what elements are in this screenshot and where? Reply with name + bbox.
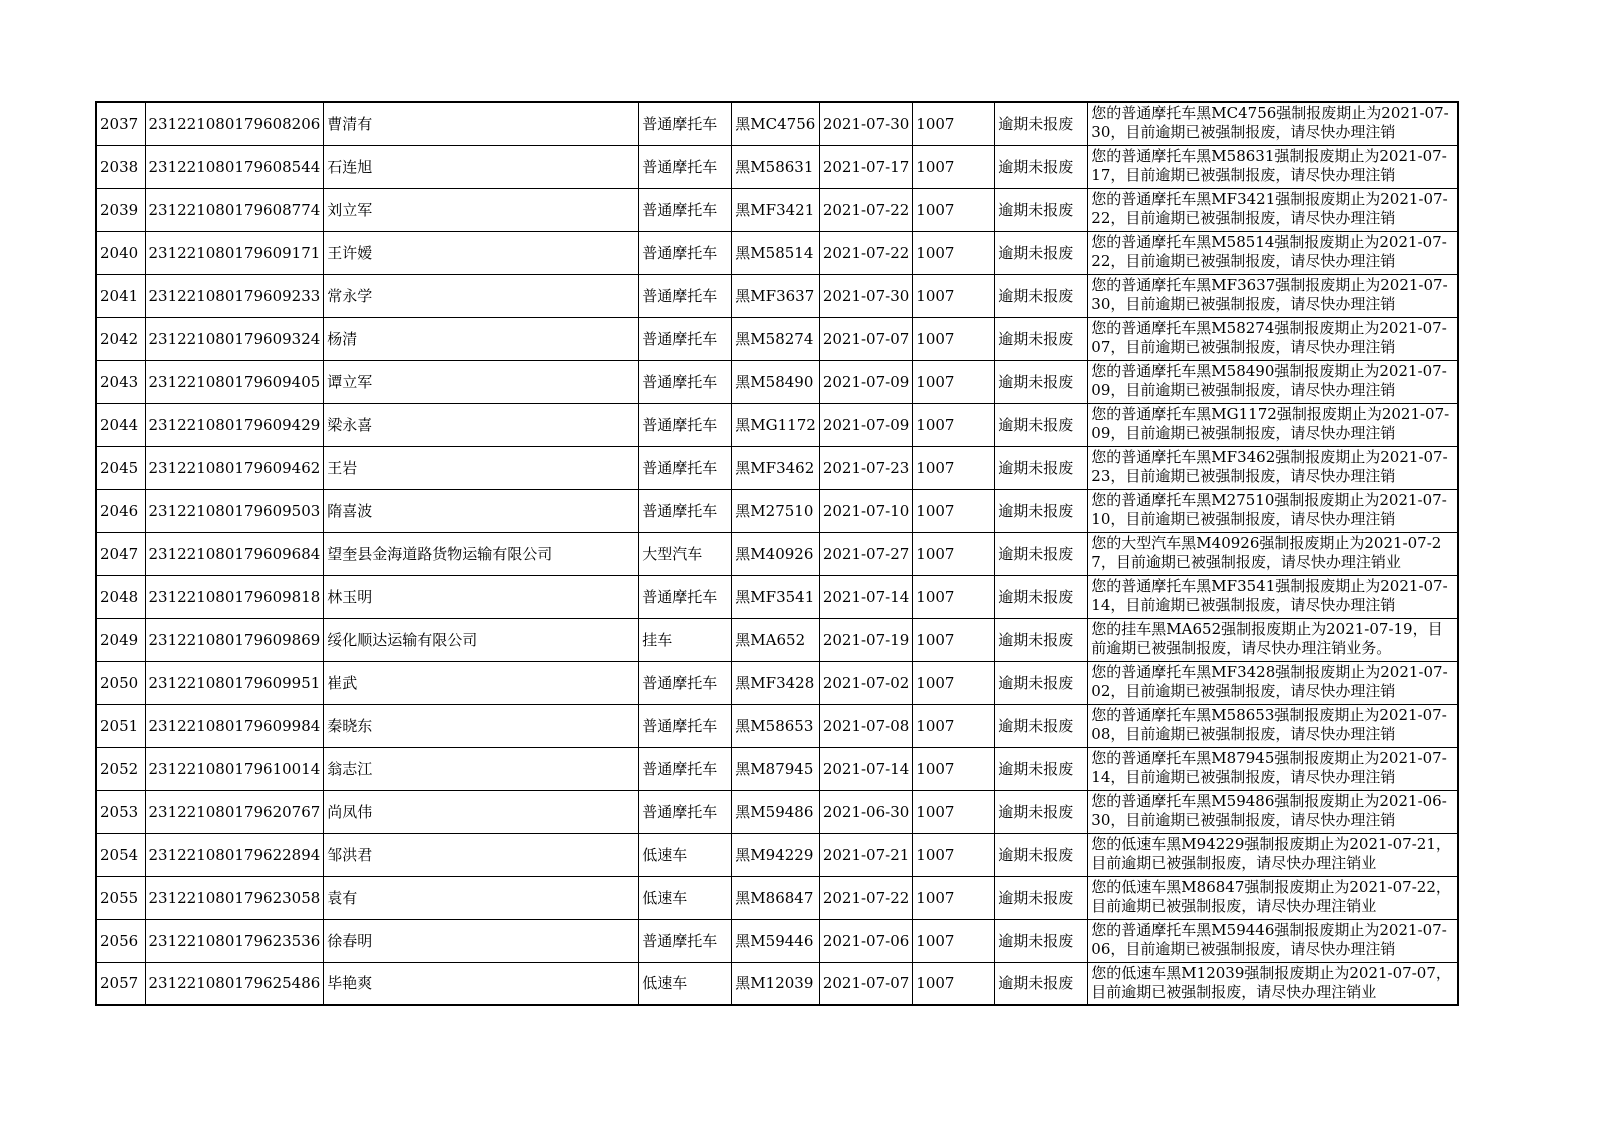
code-cell: 1007 xyxy=(913,317,995,360)
vehicle-type-cell: 普通摩托车 xyxy=(639,747,732,790)
owner-cell: 翁志江 xyxy=(324,747,639,790)
notice-message-cell: 您的普通摩托车黑MC4756强制报废期止为2021-07-30，目前逾期已被强制报废，请尽快办理注销 xyxy=(1088,102,1458,145)
notice-message-cell: 您的低速车黑M94229强制报废期止为2021-07-21，目前逾期已被强制报废，请尽快办理注销业 xyxy=(1088,833,1458,876)
scrap-date-cell: 2021-07-08 xyxy=(819,704,912,747)
status-cell: 逾期未报废 xyxy=(995,145,1088,188)
vehicle-type-cell: 普通摩托车 xyxy=(639,790,732,833)
owner-cell: 绥化顺达运输有限公司 xyxy=(324,618,639,661)
plate-number-cell: 黑M58274 xyxy=(732,317,820,360)
code-cell: 1007 xyxy=(913,919,995,962)
owner-cell: 徐春明 xyxy=(324,919,639,962)
status-cell: 逾期未报废 xyxy=(995,188,1088,231)
plate-number-cell: 黑M58631 xyxy=(732,145,820,188)
owner-cell: 刘立军 xyxy=(324,188,639,231)
record-id-cell: 231221080179609869 xyxy=(145,618,324,661)
table-row xyxy=(96,188,1458,231)
notice-message-cell: 您的普通摩托车黑M87945强制报废期止为2021-07-14，目前逾期已被强制报废，请尽快办理注销 xyxy=(1088,747,1458,790)
vehicle-type-cell: 普通摩托车 xyxy=(639,145,732,188)
plate-number-cell: 黑M58653 xyxy=(732,704,820,747)
seq-cell: 2037 xyxy=(96,102,145,145)
plate-number-cell: 黑M94229 xyxy=(732,833,820,876)
scrap-date-cell: 2021-07-14 xyxy=(819,575,912,618)
status-cell: 逾期未报废 xyxy=(995,876,1088,919)
record-id-cell: 231221080179609429 xyxy=(145,403,324,446)
plate-number-cell: 黑M58514 xyxy=(732,231,820,274)
seq-cell: 2047 xyxy=(96,532,145,575)
scrap-date-cell: 2021-07-19 xyxy=(819,618,912,661)
plate-number-cell: 黑MF3637 xyxy=(732,274,820,317)
vehicle-type-cell: 大型汽车 xyxy=(639,532,732,575)
status-cell: 逾期未报废 xyxy=(995,575,1088,618)
table-row xyxy=(96,360,1458,403)
plate-number-cell: 黑M12039 xyxy=(732,962,820,1005)
seq-cell: 2039 xyxy=(96,188,145,231)
owner-cell: 袁有 xyxy=(324,876,639,919)
vehicle-type-cell: 普通摩托车 xyxy=(639,231,732,274)
owner-cell: 石连旭 xyxy=(324,145,639,188)
scrap-date-cell: 2021-07-09 xyxy=(819,403,912,446)
code-cell: 1007 xyxy=(913,532,995,575)
status-cell: 逾期未报废 xyxy=(995,360,1088,403)
plate-number-cell: 黑MC4756 xyxy=(732,102,820,145)
owner-cell: 毕艳爽 xyxy=(324,962,639,1005)
code-cell: 1007 xyxy=(913,360,995,403)
notice-message-cell: 您的普通摩托车黑MF3541强制报废期止为2021-07-14，目前逾期已被强制报废，请尽快办理注销 xyxy=(1088,575,1458,618)
plate-number-cell: 黑MF3462 xyxy=(732,446,820,489)
code-cell: 1007 xyxy=(913,747,995,790)
code-cell: 1007 xyxy=(913,833,995,876)
notice-message-cell: 您的低速车黑M12039强制报废期止为2021-07-07，目前逾期已被强制报废，请尽快办理注销业 xyxy=(1088,962,1458,1005)
table-row xyxy=(96,833,1458,876)
record-id-cell: 231221080179625486 xyxy=(145,962,324,1005)
vehicle-scrap-table xyxy=(95,101,1459,1006)
vehicle-type-cell: 普通摩托车 xyxy=(639,489,732,532)
notice-message-cell: 您的低速车黑M86847强制报废期止为2021-07-22，目前逾期已被强制报废，请尽快办理注销业 xyxy=(1088,876,1458,919)
code-cell: 1007 xyxy=(913,102,995,145)
table-row xyxy=(96,704,1458,747)
vehicle-type-cell: 普通摩托车 xyxy=(639,102,732,145)
plate-number-cell: 黑MG1172 xyxy=(732,403,820,446)
vehicle-type-cell: 低速车 xyxy=(639,876,732,919)
seq-cell: 2057 xyxy=(96,962,145,1005)
scrap-date-cell: 2021-07-02 xyxy=(819,661,912,704)
status-cell: 逾期未报废 xyxy=(995,962,1088,1005)
status-cell: 逾期未报废 xyxy=(995,919,1088,962)
notice-message-cell: 您的普通摩托车黑MF3428强制报废期止为2021-07-02，目前逾期已被强制报废，请尽快办理注销 xyxy=(1088,661,1458,704)
table-row xyxy=(96,876,1458,919)
record-id-cell: 231221080179609684 xyxy=(145,532,324,575)
scrap-date-cell: 2021-07-23 xyxy=(819,446,912,489)
seq-cell: 2048 xyxy=(96,575,145,618)
record-id-cell: 231221080179609503 xyxy=(145,489,324,532)
scrap-date-cell: 2021-07-27 xyxy=(819,532,912,575)
notice-message-cell: 您的普通摩托车黑MF3421强制报废期止为2021-07-22，目前逾期已被强制报废，请尽快办理注销 xyxy=(1088,188,1458,231)
notice-message-cell: 您的普通摩托车黑M27510强制报废期止为2021-07-10，目前逾期已被强制报废，请尽快办理注销 xyxy=(1088,489,1458,532)
plate-number-cell: 黑M59446 xyxy=(732,919,820,962)
record-id-cell: 231221080179609462 xyxy=(145,446,324,489)
seq-cell: 2045 xyxy=(96,446,145,489)
notice-message-cell: 您的挂车黑MA652强制报废期止为2021-07-19，目前逾期已被强制报废，请尽快办理注销业务。 xyxy=(1088,618,1458,661)
vehicle-type-cell: 普通摩托车 xyxy=(639,919,732,962)
status-cell: 逾期未报废 xyxy=(995,446,1088,489)
vehicle-type-cell: 低速车 xyxy=(639,833,732,876)
status-cell: 逾期未报废 xyxy=(995,274,1088,317)
seq-cell: 2052 xyxy=(96,747,145,790)
notice-message-cell: 您的普通摩托车黑M58631强制报废期止为2021-07-17，目前逾期已被强制报废，请尽快办理注销 xyxy=(1088,145,1458,188)
record-id-cell: 231221080179622894 xyxy=(145,833,324,876)
scrap-date-cell: 2021-06-30 xyxy=(819,790,912,833)
vehicle-type-cell: 普通摩托车 xyxy=(639,274,732,317)
scrap-date-cell: 2021-07-09 xyxy=(819,360,912,403)
table-row xyxy=(96,403,1458,446)
vehicle-type-cell: 普通摩托车 xyxy=(639,575,732,618)
scrap-date-cell: 2021-07-14 xyxy=(819,747,912,790)
record-id-cell: 231221080179608206 xyxy=(145,102,324,145)
code-cell: 1007 xyxy=(913,962,995,1005)
plate-number-cell: 黑M86847 xyxy=(732,876,820,919)
record-id-cell: 231221080179623536 xyxy=(145,919,324,962)
code-cell: 1007 xyxy=(913,489,995,532)
owner-cell: 邹洪君 xyxy=(324,833,639,876)
plate-number-cell: 黑M58490 xyxy=(732,360,820,403)
table-row xyxy=(96,962,1458,1005)
plate-number-cell: 黑MF3428 xyxy=(732,661,820,704)
code-cell: 1007 xyxy=(913,575,995,618)
status-cell: 逾期未报废 xyxy=(995,403,1088,446)
code-cell: 1007 xyxy=(913,661,995,704)
table-row xyxy=(96,446,1458,489)
status-cell: 逾期未报废 xyxy=(995,661,1088,704)
table-row xyxy=(96,790,1458,833)
seq-cell: 2046 xyxy=(96,489,145,532)
vehicle-type-cell: 普通摩托车 xyxy=(639,403,732,446)
record-id-cell: 231221080179609405 xyxy=(145,360,324,403)
scrap-date-cell: 2021-07-10 xyxy=(819,489,912,532)
seq-cell: 2044 xyxy=(96,403,145,446)
owner-cell: 常永学 xyxy=(324,274,639,317)
code-cell: 1007 xyxy=(913,188,995,231)
plate-number-cell: 黑MF3421 xyxy=(732,188,820,231)
table-row xyxy=(96,274,1458,317)
code-cell: 1007 xyxy=(913,145,995,188)
code-cell: 1007 xyxy=(913,274,995,317)
notice-message-cell: 您的普通摩托车黑MF3637强制报废期止为2021-07-30，目前逾期已被强制报废，请尽快办理注销 xyxy=(1088,274,1458,317)
status-cell: 逾期未报废 xyxy=(995,704,1088,747)
plate-number-cell: 黑MA652 xyxy=(732,618,820,661)
plate-number-cell: 黑MF3541 xyxy=(732,575,820,618)
status-cell: 逾期未报废 xyxy=(995,747,1088,790)
notice-message-cell: 您的普通摩托车黑MF3462强制报废期止为2021-07-23，目前逾期已被强制报废，请尽快办理注销 xyxy=(1088,446,1458,489)
notice-message-cell: 您的普通摩托车黑MG1172强制报废期止为2021-07-09，目前逾期已被强制报废，请尽快办理注销 xyxy=(1088,403,1458,446)
scrap-date-cell: 2021-07-21 xyxy=(819,833,912,876)
notice-message-cell: 您的普通摩托车黑M58274强制报废期止为2021-07-07，目前逾期已被强制报废，请尽快办理注销 xyxy=(1088,317,1458,360)
record-id-cell: 231221080179620767 xyxy=(145,790,324,833)
code-cell: 1007 xyxy=(913,403,995,446)
code-cell: 1007 xyxy=(913,618,995,661)
seq-cell: 2042 xyxy=(96,317,145,360)
status-cell: 逾期未报废 xyxy=(995,790,1088,833)
plate-number-cell: 黑M87945 xyxy=(732,747,820,790)
seq-cell: 2054 xyxy=(96,833,145,876)
owner-cell: 谭立军 xyxy=(324,360,639,403)
notice-message-cell: 您的普通摩托车黑M58653强制报废期止为2021-07-08，目前逾期已被强制报废，请尽快办理注销 xyxy=(1088,704,1458,747)
table-row xyxy=(96,919,1458,962)
vehicle-type-cell: 挂车 xyxy=(639,618,732,661)
owner-cell: 王许嫒 xyxy=(324,231,639,274)
record-id-cell: 231221080179609233 xyxy=(145,274,324,317)
notice-message-cell: 您的普通摩托车黑M59486强制报废期止为2021-06-30，目前逾期已被强制报废，请尽快办理注销 xyxy=(1088,790,1458,833)
seq-cell: 2040 xyxy=(96,231,145,274)
seq-cell: 2041 xyxy=(96,274,145,317)
seq-cell: 2043 xyxy=(96,360,145,403)
scrap-date-cell: 2021-07-22 xyxy=(819,231,912,274)
table-row xyxy=(96,145,1458,188)
code-cell: 1007 xyxy=(913,231,995,274)
record-id-cell: 231221080179609818 xyxy=(145,575,324,618)
seq-cell: 2049 xyxy=(96,618,145,661)
scrap-date-cell: 2021-07-22 xyxy=(819,188,912,231)
scrap-date-cell: 2021-07-22 xyxy=(819,876,912,919)
seq-cell: 2050 xyxy=(96,661,145,704)
owner-cell: 秦晓东 xyxy=(324,704,639,747)
record-id-cell: 231221080179608774 xyxy=(145,188,324,231)
notice-message-cell: 您的普通摩托车黑M58514强制报废期止为2021-07-22，目前逾期已被强制报废，请尽快办理注销 xyxy=(1088,231,1458,274)
code-cell: 1007 xyxy=(913,876,995,919)
owner-cell: 望奎县金海道路货物运输有限公司 xyxy=(324,532,639,575)
notice-message-cell: 您的大型汽车黑M40926强制报废期止为2021-07-27，目前逾期已被强制报废，请尽快办理注销业 xyxy=(1088,532,1458,575)
status-cell: 逾期未报废 xyxy=(995,618,1088,661)
record-id-cell: 231221080179623058 xyxy=(145,876,324,919)
owner-cell: 尚凤伟 xyxy=(324,790,639,833)
table-row xyxy=(96,618,1458,661)
plate-number-cell: 黑M27510 xyxy=(732,489,820,532)
owner-cell: 林玉明 xyxy=(324,575,639,618)
seq-cell: 2053 xyxy=(96,790,145,833)
table-row xyxy=(96,532,1458,575)
vehicle-type-cell: 普通摩托车 xyxy=(639,360,732,403)
table-row xyxy=(96,231,1458,274)
status-cell: 逾期未报废 xyxy=(995,489,1088,532)
record-id-cell: 231221080179609951 xyxy=(145,661,324,704)
table-row xyxy=(96,661,1458,704)
record-id-cell: 231221080179609984 xyxy=(145,704,324,747)
seq-cell: 2051 xyxy=(96,704,145,747)
code-cell: 1007 xyxy=(913,790,995,833)
status-cell: 逾期未报废 xyxy=(995,317,1088,360)
status-cell: 逾期未报废 xyxy=(995,532,1088,575)
table-row xyxy=(96,489,1458,532)
scrap-date-cell: 2021-07-07 xyxy=(819,317,912,360)
seq-cell: 2056 xyxy=(96,919,145,962)
plate-number-cell: 黑M40926 xyxy=(732,532,820,575)
owner-cell: 杨清 xyxy=(324,317,639,360)
scrap-date-cell: 2021-07-07 xyxy=(819,962,912,1005)
table-body xyxy=(96,102,1458,1005)
seq-cell: 2038 xyxy=(96,145,145,188)
seq-cell: 2055 xyxy=(96,876,145,919)
notice-message-cell: 您的普通摩托车黑M58490强制报废期止为2021-07-09，目前逾期已被强制报废，请尽快办理注销 xyxy=(1088,360,1458,403)
record-id-cell: 231221080179610014 xyxy=(145,747,324,790)
table-row xyxy=(96,317,1458,360)
owner-cell: 崔武 xyxy=(324,661,639,704)
scrap-date-cell: 2021-07-30 xyxy=(819,274,912,317)
code-cell: 1007 xyxy=(913,446,995,489)
plate-number-cell: 黑M59486 xyxy=(732,790,820,833)
record-id-cell: 231221080179608544 xyxy=(145,145,324,188)
code-cell: 1007 xyxy=(913,704,995,747)
owner-cell: 曹清有 xyxy=(324,102,639,145)
table-row xyxy=(96,102,1458,145)
table-row xyxy=(96,575,1458,618)
owner-cell: 王岩 xyxy=(324,446,639,489)
vehicle-type-cell: 普通摩托车 xyxy=(639,317,732,360)
scrap-date-cell: 2021-07-30 xyxy=(819,102,912,145)
owner-cell: 梁永喜 xyxy=(324,403,639,446)
vehicle-type-cell: 普通摩托车 xyxy=(639,704,732,747)
record-id-cell: 231221080179609171 xyxy=(145,231,324,274)
status-cell: 逾期未报废 xyxy=(995,833,1088,876)
owner-cell: 隋喜波 xyxy=(324,489,639,532)
status-cell: 逾期未报废 xyxy=(995,102,1088,145)
scrap-date-cell: 2021-07-06 xyxy=(819,919,912,962)
status-cell: 逾期未报废 xyxy=(995,231,1088,274)
scrap-date-cell: 2021-07-17 xyxy=(819,145,912,188)
vehicle-type-cell: 低速车 xyxy=(639,962,732,1005)
vehicle-type-cell: 普通摩托车 xyxy=(639,446,732,489)
vehicle-type-cell: 普通摩托车 xyxy=(639,188,732,231)
table-row xyxy=(96,747,1458,790)
vehicle-type-cell: 普通摩托车 xyxy=(639,661,732,704)
notice-message-cell: 您的普通摩托车黑M59446强制报废期止为2021-07-06，目前逾期已被强制报废，请尽快办理注销 xyxy=(1088,919,1458,962)
record-id-cell: 231221080179609324 xyxy=(145,317,324,360)
